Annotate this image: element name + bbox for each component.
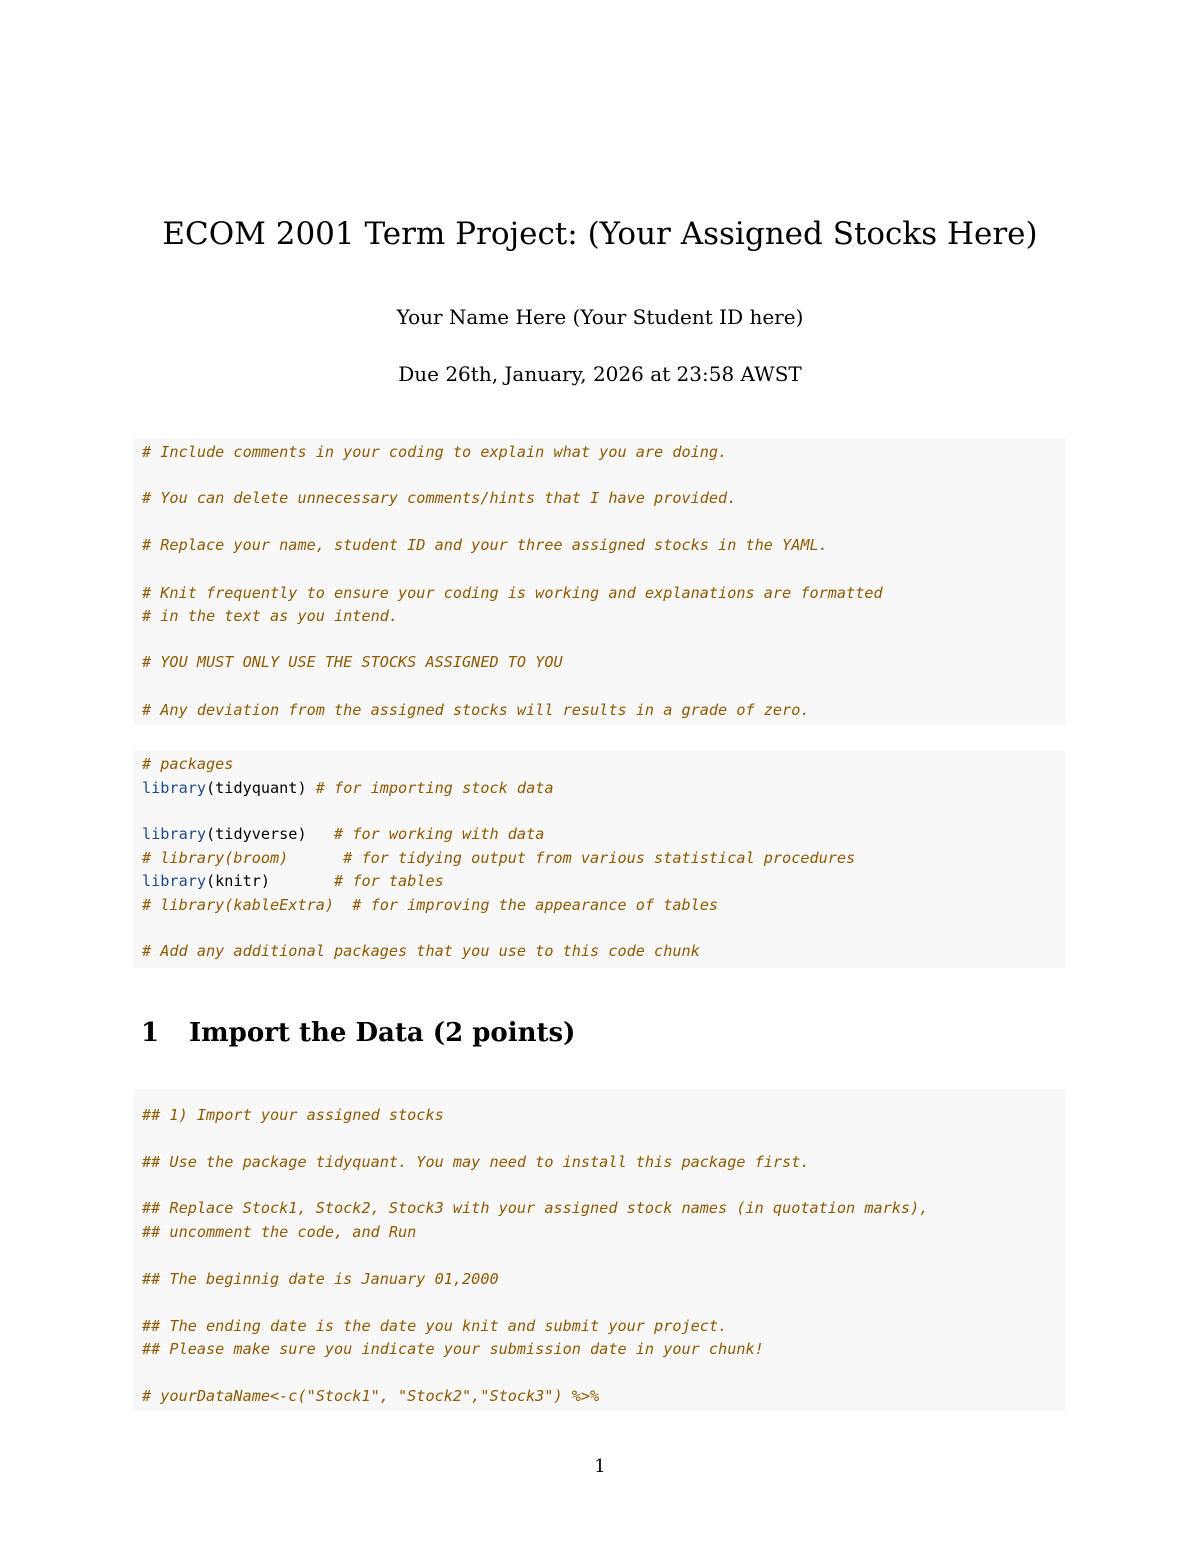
code-chunk-packages (133, 751, 1066, 968)
code-line: # Any deviation from the assigned stocks will results in a grade of zero. (142, 701, 810, 719)
code-line: # You can delete unnecessary comments/hints that I have provided. (142, 489, 737, 507)
document-due-date: Due 26th, January, 2026 at 23:58 AWST (398, 362, 802, 386)
code-line: ## uncomment the code, and Run (142, 1223, 417, 1241)
section-number: 1 (141, 1018, 160, 1048)
code-line-library-tidyverse (142, 823, 544, 845)
code-line: # library(broom) # for tidying output from various statistical procedures (142, 849, 856, 867)
code-line-library-knitr (142, 870, 444, 892)
code-line: ## Please make sure you indicate your submission date in your chunk! (142, 1340, 764, 1358)
code-line: # in the text as you intend. (142, 607, 399, 625)
document-title: ECOM 2001 Term Project: (Your Assigned Stocks Here) (162, 216, 1038, 252)
code-comment: # for working with data (334, 825, 545, 843)
code-comment: # for importing stock data (315, 779, 554, 797)
code-line: ## Replace Stock1, Stock2, Stock3 with your assigned stock names (in quotation marks), (142, 1199, 929, 1217)
code-line: # yourDataName<-c("Stock1", "Stock2","Stock3") %>% (142, 1387, 600, 1405)
code-chunk-import (133, 1089, 1066, 1411)
section-heading-import-data (141, 1015, 575, 1051)
function-name: library (142, 872, 207, 890)
code-line: # YOU MUST ONLY USE THE STOCKS ASSIGNED TO YOU (142, 653, 563, 671)
code-line: # Knit frequently to ensure your coding is working and explanations are formatted (142, 584, 883, 602)
code-line: ## Use the package tidyquant. You may need to install this package first. (142, 1153, 810, 1171)
code-line: # Include comments in your coding to explain what you are doing. (142, 443, 728, 461)
section-title: Import the Data (2 points) (189, 1018, 576, 1048)
code-line: # Add any additional packages that you use to this code chunk (142, 942, 700, 960)
document-author: Your Name Here (Your Student ID here) (396, 305, 804, 329)
code-line: # Replace your name, student ID and your three assigned stocks in the YAML. (142, 536, 828, 554)
page-number: 1 (594, 1456, 606, 1477)
code-line: # packages (142, 755, 234, 773)
code-chunk-instructions (133, 438, 1066, 725)
function-name: library (142, 825, 207, 843)
code-line-library-tidyquant (142, 777, 554, 799)
function-name: library (142, 779, 207, 797)
function-argument: (knitr) (206, 872, 271, 890)
code-line: # library(kableExtra) # for improving the appearance of tables (142, 896, 719, 914)
code-line: ## 1) Import your assigned stocks (142, 1106, 444, 1124)
code-line: ## The beginnig date is January 01,2000 (142, 1270, 499, 1288)
function-argument: (tidyquant) (206, 779, 307, 797)
code-line: ## The ending date is the date you knit and submit your project. (142, 1317, 728, 1335)
code-comment: # for tables (334, 872, 444, 890)
function-argument: (tidyverse) (206, 825, 307, 843)
